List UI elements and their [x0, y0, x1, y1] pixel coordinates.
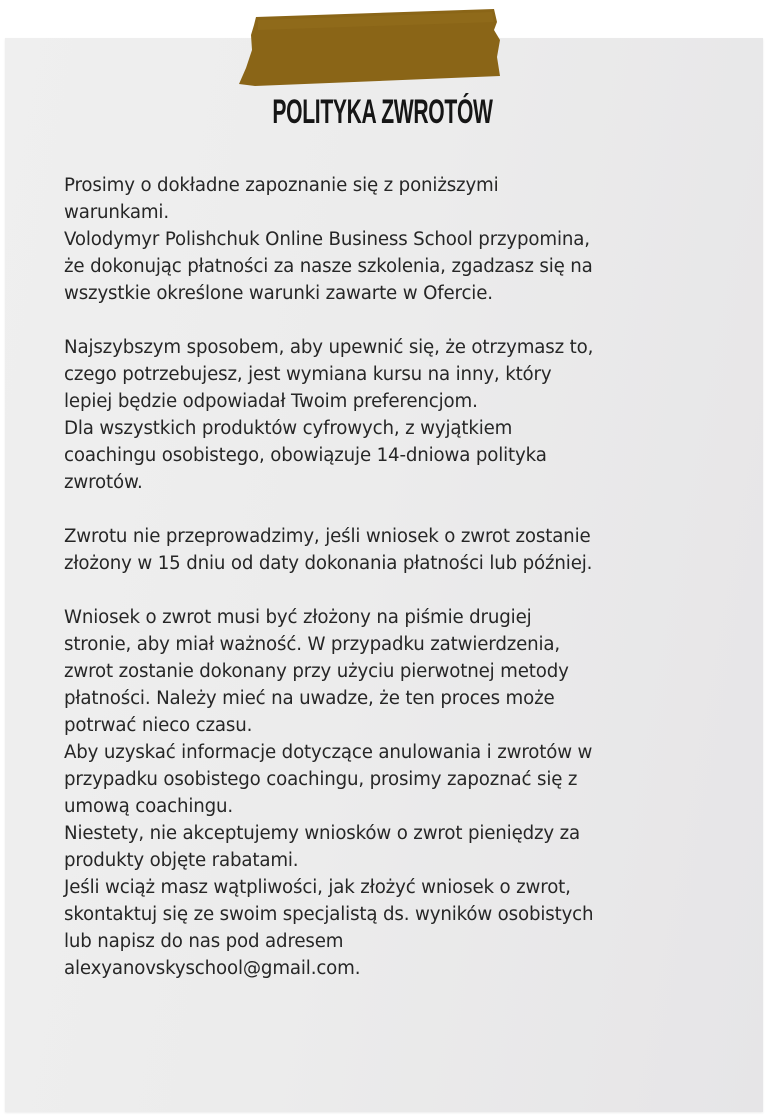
text-line: umową coachingu.	[64, 796, 234, 817]
paragraph-intro	[64, 172, 744, 307]
text-line: Niestety, nie akceptujemy wniosków o zwrot pieniędzy za	[64, 823, 581, 844]
text-line: zwrotów.	[64, 472, 143, 493]
policy-content	[64, 172, 744, 982]
tape-highlight	[258, 12, 494, 30]
page-title: POLITYKA ZWROTÓW	[272, 93, 493, 131]
text-line: złożony w 15 dniu od daty dokonania płatności lub później.	[64, 553, 593, 574]
paragraph-gap	[64, 577, 744, 604]
text-line: Prosimy o dokładne zapoznanie się z poniższymi	[64, 175, 499, 196]
text-line: warunkami.	[64, 202, 169, 223]
text-line: Jeśli wciąż masz wątpliwości, jak złożyć wniosek o zwrot,	[64, 877, 571, 898]
text-line: Najszybszym sposobem, aby upewnić się, że otrzymasz to,	[64, 337, 594, 358]
paragraph-gap	[64, 307, 744, 334]
paragraph-exchange	[64, 334, 744, 496]
text-line: czego potrzebujesz, jest wymiana kursu na inny, który	[64, 364, 552, 385]
text-line: lub napisz do nas pod adresem	[64, 931, 344, 952]
text-line: Dla wszystkich produktów cyfrowych, z wyjątkiem	[64, 418, 513, 439]
text-line: Aby uzyskać informacje dotyczące anulowania i zwrotów w	[64, 742, 593, 763]
text-line: że dokonując płatności za nasze szkolenia, zgadzasz się na	[64, 256, 593, 277]
text-line: coachingu osobistego, obowiązuje 14-dniowa polityka	[64, 445, 547, 466]
paragraph-request	[64, 604, 744, 982]
text-line: wszystkie określone warunki zawarte w Ofercie.	[64, 283, 493, 304]
text-line: skontaktuj się ze swoim specjalistą ds. wyników osobistych	[64, 904, 594, 925]
paragraph-deadline	[64, 523, 744, 577]
text-line: Wniosek o zwrot musi być złożony na piśmie drugiej	[64, 607, 532, 628]
text-line: potrwać nieco czasu.	[64, 715, 253, 736]
contact-email: alexyanovskyschool@gmail.com.	[64, 958, 361, 979]
text-line: Volodymyr Polishchuk Online Business School przypomina,	[64, 229, 590, 250]
text-line: zwrot zostanie dokonany przy użyciu pierwotnej metody	[64, 661, 569, 682]
paragraph-gap	[64, 496, 744, 523]
text-line: płatności. Należy mieć na uwadze, że ten proces może	[64, 688, 555, 709]
text-line: przypadku osobistego coachingu, prosimy zapoznać się z	[64, 769, 578, 790]
text-line: stronie, aby miał ważność. W przypadku zatwierdzenia,	[64, 634, 561, 655]
text-line: Zwrotu nie przeprowadzimy, jeśli wniosek o zwrot zostanie	[64, 526, 591, 547]
text-line: produkty objęte rabatami.	[64, 850, 299, 871]
text-line: lepiej będzie odpowiadał Twoim preferencjom.	[64, 391, 478, 412]
